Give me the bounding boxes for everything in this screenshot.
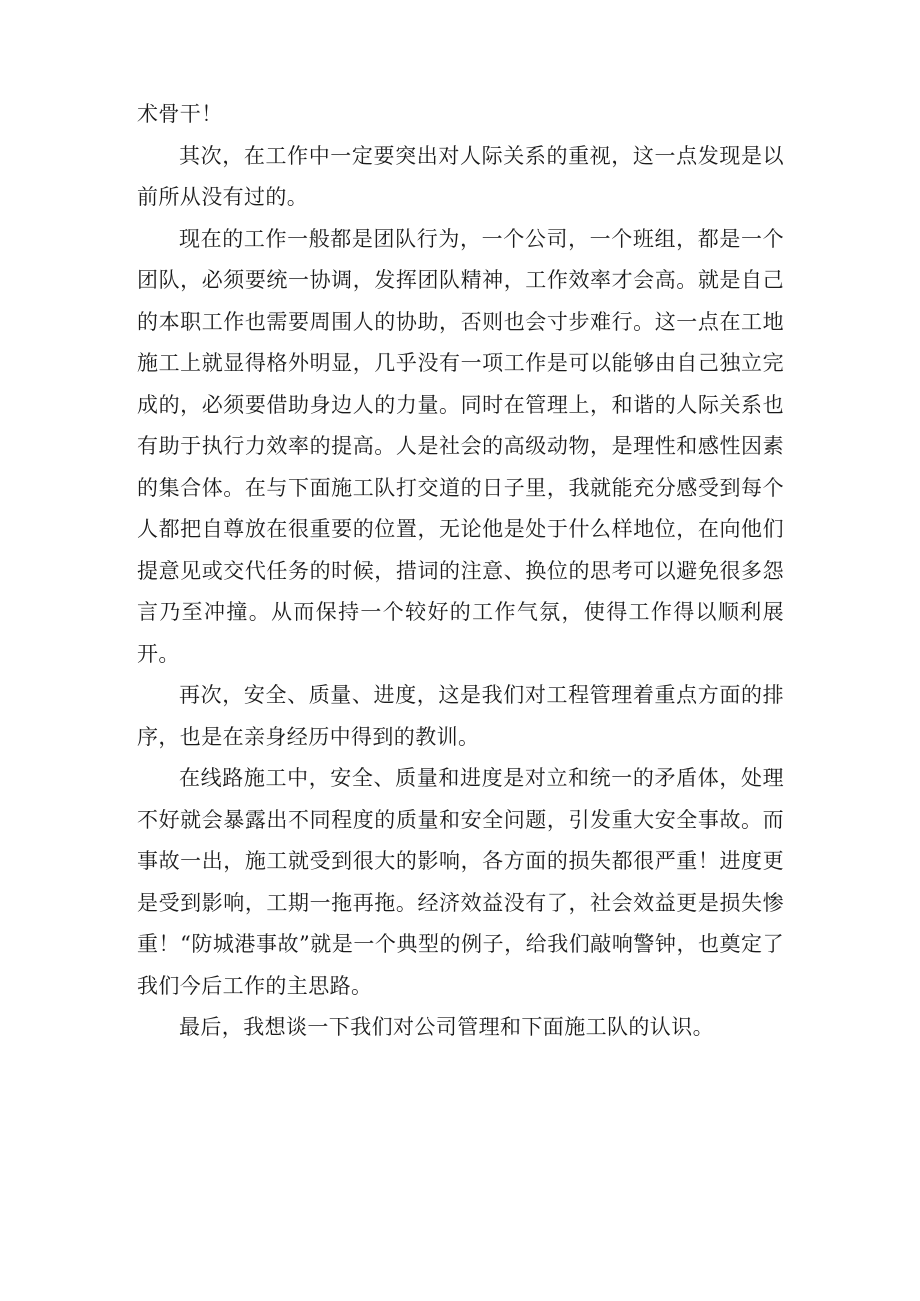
paragraph-safety-quality: 在线路施工中，安全、质量和进度是对立和统一的矛盾体，处理不好就会暴露出不同程度的质量和安全问题，引发重大安全事故。而事故一出，施工就受到很大的影响，各方面的损失都很严重！进度更是受到影响，工期一拖再拖。经济效益没有了，社会效益更是损失惨重！“防城港事故”就是一个典型的例子，给我们敲响警钟，也奠定了我们今后工作的主思路。 xyxy=(137,766,784,998)
document-body xyxy=(137,94,784,1049)
paragraph-conclusion: 最后，我想谈一下我们对公司管理和下面施工队的认识。 xyxy=(179,1015,714,1039)
paragraph-continuation: 术骨干！ xyxy=(137,102,223,126)
paragraph-interpersonal: 其次，在工作中一定要突出对人际关系的重视，这一点发现是以前所从没有过的。 xyxy=(137,143,784,209)
paragraph-teamwork: 现在的工作一般都是团队行为，一个公司，一个班组，都是一个团队，必须要统一协调，发挥团队精神，工作效率才会高。就是自己的本职工作也需要周围人的协助，否则也会寸步难行。这一点在工地施工上就显得格外明显，几乎没有一项工作是可以能够由自己独立完成的，必须要借助身边人的力量。同时在管理上，和谐的人际关系也有助于执行力效率的提高。人是社会的高级动物，是理性和感性因素的集合体。在与下面施工队打交道的日子里，我就能充分感受到每个人都把自尊放在很重要的位置，无论他是处于什么样地位，在向他们提意见或交代任务的时候，措词的注意、换位的思考可以避免很多怨言乃至冲撞。从而保持一个较好的工作气氛，使得工作得以顺利展开。 xyxy=(137,226,784,666)
paragraph-priorities: 再次，安全、质量、进度，这是我们对工程管理着重点方面的排序，也是在亲身经历中得到的教训。 xyxy=(137,683,784,749)
